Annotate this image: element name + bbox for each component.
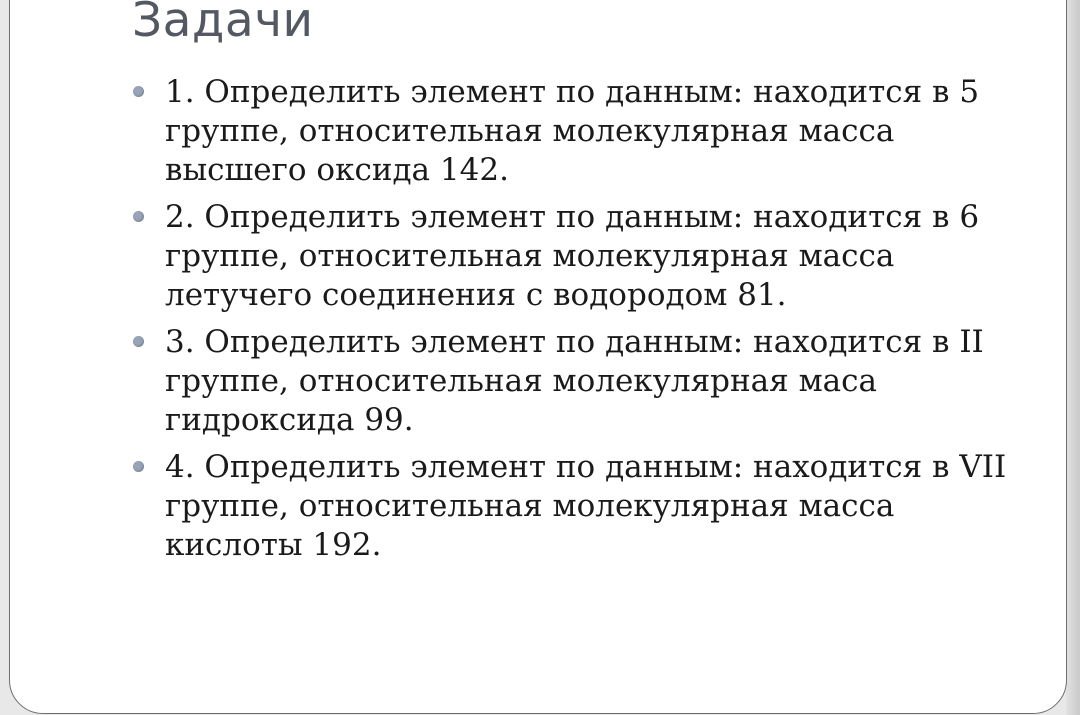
task-text: 1. Определить элемент по данным: находится в 5 группе, относительная молекулярная масса высшего оксида 142. [165, 74, 980, 188]
task-item-2 [132, 198, 1012, 315]
task-text: 4. Определить элемент по данным: находится в VII группе, относительная молекулярная масса кислоты 192. [165, 449, 1007, 563]
window-edge-shadow [1066, 0, 1080, 715]
bullet-icon [133, 336, 144, 347]
task-text: 3. Определить элемент по данным: находится в II группе, относительная молекулярная маса гидроксида 99. [165, 324, 984, 438]
task-item-4 [132, 448, 1012, 565]
task-item-1 [132, 73, 1012, 190]
bullet-icon [133, 86, 144, 97]
task-list [132, 73, 1012, 573]
task-text: 2. Определить элемент по данным: находится в 6 группе, относительная молекулярная масса летучего соединения с водородом 81. [165, 199, 980, 313]
bullet-icon [133, 461, 144, 472]
bullet-icon [133, 211, 144, 222]
slide [9, 0, 1067, 714]
slide-title: Задачи [132, 0, 314, 48]
task-item-3 [132, 323, 1012, 440]
